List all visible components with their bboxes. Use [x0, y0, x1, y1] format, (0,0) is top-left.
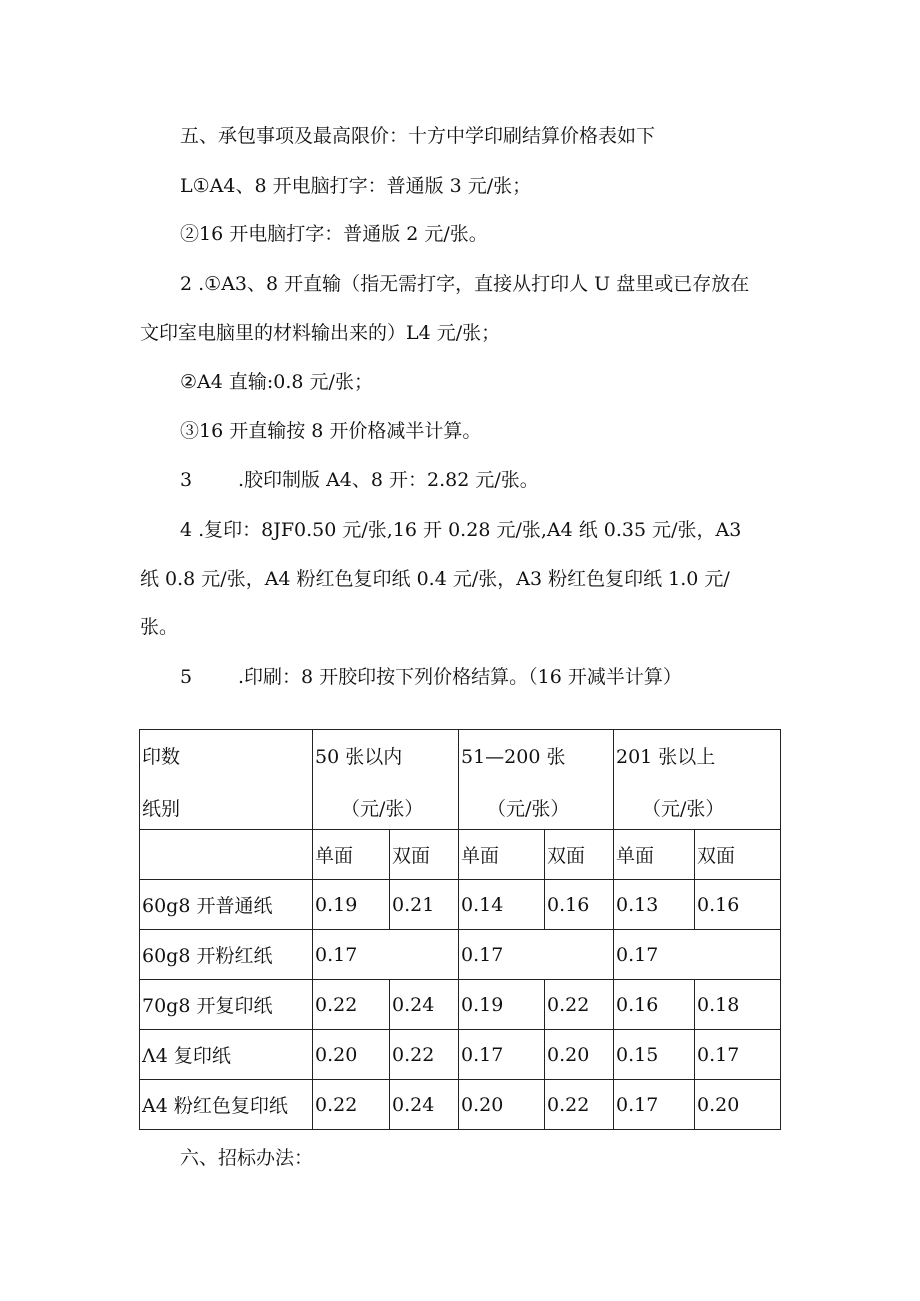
price-cell: 0.22 [545, 980, 614, 1030]
section-six-heading: 六、招标办法： [180, 1147, 314, 1169]
item-4-line1: 4 .复印：8JF0.50 元/张,16 开 0.28 元/张,A4 纸 0.35 元/张，A3 [180, 519, 742, 541]
table-row [140, 980, 781, 1030]
table-row [140, 880, 781, 930]
price-cell: 0.22 [313, 980, 390, 1030]
item-2-1-line2: 文印室电脑里的材料输出来的）L4 元/张； [140, 322, 501, 344]
group-title: 50 张以内 [315, 746, 403, 768]
price-cell: 0.15 [614, 1030, 695, 1080]
group-title: 201 张以上 [616, 746, 716, 768]
price-cell: 0.17 [313, 930, 459, 980]
group-unit: （元/张） [487, 798, 570, 820]
paper-type-cell: 60g8 开粉红纸 [140, 930, 313, 980]
blank-cell [140, 830, 313, 880]
group-header-50 [313, 730, 459, 830]
corner-cell [140, 730, 313, 830]
price-cell: 0.20 [313, 1030, 390, 1080]
price-cell: 0.17 [459, 930, 614, 980]
group-unit: （元/张） [341, 798, 424, 820]
single-side-header: 单面 [459, 830, 545, 880]
item-2-2: ②A4 直输:0.8 元/张； [180, 371, 373, 393]
group-title: 51—200 张 [461, 746, 566, 768]
price-cell: 0.24 [390, 980, 459, 1030]
item-5: .印刷：8 开胶印按下列价格结算。（16 开减半计算） [238, 666, 682, 688]
price-table [139, 729, 781, 1130]
price-cell: 0.24 [390, 1080, 459, 1130]
price-cell: 0.20 [545, 1030, 614, 1080]
single-side-header: 单面 [614, 830, 695, 880]
item-2-3: ③16 开直输按 8 开价格减半计算。 [180, 420, 482, 442]
item-3: .胶印制版 A4、8 开：2.82 元/张。 [238, 469, 539, 491]
item-3-number: 3 [180, 469, 193, 491]
price-cell: 0.17 [695, 1030, 781, 1080]
price-cell: 0.16 [545, 880, 614, 930]
price-cell: 0.22 [390, 1030, 459, 1080]
corner-label-paper: 纸别 [142, 798, 181, 820]
table-header-row [140, 730, 781, 830]
price-cell: 0.21 [390, 880, 459, 930]
price-cell: 0.18 [695, 980, 781, 1030]
price-cell: 0.22 [313, 1080, 390, 1130]
double-side-header: 双面 [390, 830, 459, 880]
price-cell: 0.17 [459, 1030, 545, 1080]
group-header-51-200 [459, 730, 614, 830]
item-4-line2: 纸 0.8 元/张，A4 粉红色复印纸 0.4 元/张，A3 粉红色复印纸 1.0 元/ [140, 568, 730, 590]
price-cell: 0.16 [614, 980, 695, 1030]
group-unit: （元/张） [642, 798, 725, 820]
price-cell: 0.20 [695, 1080, 781, 1130]
item-4-line3: 张。 [140, 616, 179, 638]
paper-type-cell: 60g8 开普通纸 [140, 880, 313, 930]
price-cell: 0.19 [459, 980, 545, 1030]
paper-type-cell: A4 粉红色复印纸 [140, 1080, 313, 1130]
item-1-1: L①A4、8 开电脑打字：普通版 3 元/张； [180, 175, 532, 197]
table-row [140, 1080, 781, 1130]
table-subheader-row [140, 830, 781, 880]
table-row [140, 930, 781, 980]
item-1-2: ②16 开电脑打字：普通版 2 元/张。 [180, 223, 488, 245]
price-cell: 0.22 [545, 1080, 614, 1130]
price-cell: 0.19 [313, 880, 390, 930]
paper-type-cell: 70g8 开复印纸 [140, 980, 313, 1030]
corner-label-quantity: 印数 [142, 746, 181, 768]
price-cell: 0.14 [459, 880, 545, 930]
double-side-header: 双面 [695, 830, 781, 880]
item-2-1-line1: 2 .①A3、8 开直输（指无需打字，直接从打印人 U 盘里或已存放在 [180, 273, 750, 295]
table-row [140, 1030, 781, 1080]
price-cell: 0.17 [614, 930, 781, 980]
price-cell: 0.17 [614, 1080, 695, 1130]
group-header-201 [614, 730, 781, 830]
single-side-header: 单面 [313, 830, 390, 880]
paper-type-cell: Λ4 复印纸 [140, 1030, 313, 1080]
price-cell: 0.16 [695, 880, 781, 930]
section-five-heading: 五、承包事项及最高限价：十方中学印刷结算价格表如下 [180, 125, 656, 147]
double-side-header: 双面 [545, 830, 614, 880]
price-cell: 0.13 [614, 880, 695, 930]
item-5-number: 5 [180, 666, 193, 688]
price-cell: 0.20 [459, 1080, 545, 1130]
